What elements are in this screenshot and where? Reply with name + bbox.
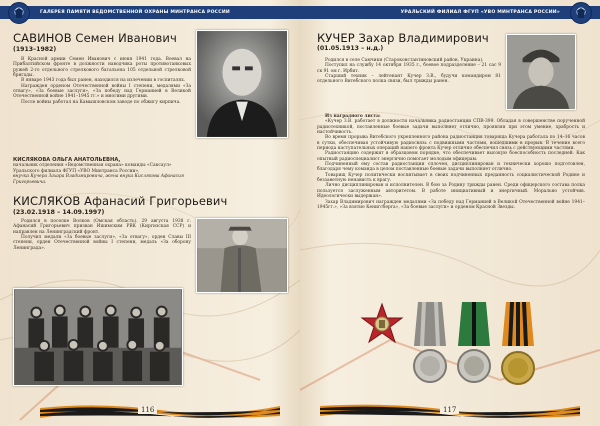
award-sheet-heading: Из наградного листа:	[325, 114, 381, 119]
savinov-bio	[13, 57, 191, 105]
kucher-bio-top	[317, 58, 501, 85]
right-page	[300, 0, 600, 426]
medals-row	[360, 300, 538, 400]
bio-paragraph: Родился в селе Самчики (Староконстантиновский район, Украина).	[325, 58, 484, 63]
group-photo	[13, 288, 183, 386]
header-title-left: ГАЛЕРЕЯ ПАМЯТИ ВЕДОМСТВЕННОЙ ОХРАНЫ МИНТРАНСА РОССИИ	[40, 10, 230, 15]
st-george-ribbon	[40, 400, 280, 422]
bio-paragraph: Радиостанцию содержит в образцовом порядке, что обеспечивает высокую боеспособность последней. Как опытный радиоспециалист энергично помогает молодым офицерам.	[317, 151, 585, 162]
bio-paragraph: «Кучер З.В. работает в должности начальника радиостанции СПВ-399. Обладая в совершенстве порученной радиотехникой, поставленные боевые задачи выполняет отлично, проявляя при этом умение, храбрость и настойчивость.	[317, 119, 585, 136]
bio-paragraph: Старший техник – лейтенант Кучер З.В., будучи командиром 81 отдельного Витебского полка связи, был трижды ранен.	[317, 74, 501, 85]
bio-paragraph: Во время прорыва Витебского укрепленного района радиостанция товарища Кучера работала по 14–16 часов в сутки, обеспечивая устойчивую радиосвязь с подвижными частями, вошедшими в прорыв. В течение всего периода наступательных операций нашего фронта Кучер отлично обеспечил связь с действующими частями.	[317, 135, 585, 152]
kislyakov-dates: (23.02.1918 – 14.09.1997)	[13, 209, 105, 216]
bio-paragraph: Товарищ Кучер политически воспитывает в своих подчиненных преданность социалистической Родине и беззаветную ненависть к врагу.	[317, 172, 585, 184]
bio-paragraph: Поступил на службу 14 октября 1935 г., боевое подразделение – 21 сас 9 ск 91 ом г. Ирбит.	[317, 63, 501, 74]
kislyakova-caption	[13, 158, 213, 185]
bio-paragraph: Захар Владимирович награжден медалями «За победу над Германией в Великой Отечественной войне 1941–1945гг.», «За взятие Кенигсберга», «За боевые заслуги» и орденом Красной Звезды.	[317, 199, 585, 210]
combat-merit-medal-icon	[410, 300, 450, 396]
caption-line: внучка Кучера Захара Владимировича, жена внука Кислякова Афанасия Григорьевича.	[13, 174, 184, 185]
kucher-award-sheet	[317, 114, 585, 210]
koenigsberg-medal-icon	[454, 300, 494, 396]
emblem-icon	[570, 2, 592, 24]
caption-line: начальник отделения «Ведомственная охрана» команды «Саксаул»	[13, 163, 172, 169]
bio-paragraph: В январе 1943 года был ранен, находился на излечении в госпиталях.	[21, 78, 186, 84]
savinov-dates: (1913–1982)	[13, 46, 57, 53]
kislyakov-name: КИСЛЯКОВ Афанасий Григорьевич	[13, 194, 228, 208]
page-number-right: 117	[440, 406, 459, 414]
kucher-photo	[506, 34, 576, 110]
page-header-bar	[0, 6, 300, 19]
emblem-icon	[8, 2, 30, 24]
page-header-bar	[300, 6, 600, 19]
caption-line: Уральского филиала ФГУП «УВО Минтранса России»,	[13, 168, 140, 174]
bio-paragraph: Родился в поселке Волков (Омская область). 29 августа 1938 г. Афанасий Григорьевич призван Ишимским РВК (Киргизская ССР) и направлен на Ленинградский фронт.	[13, 219, 191, 235]
bio-paragraph: Получил медали «За боевые заслуги», «За отвагу», орден Славы III степени, орден Отечественной войны I степени, медаль «За оборону Ленинграда».	[13, 235, 191, 251]
kucher-name: КУЧЕР Захар Владимирович	[317, 31, 489, 45]
savinov-photo	[196, 30, 288, 138]
bio-paragraph: Подчиненный ему состав радиостанции сплочен, дисциплинирован и технически хорошо подготовлен, благодаря чему команда в целом поставленные боевые задачи выполняет отлично.	[317, 162, 585, 173]
bio-paragraph: Награжден орденом Отечественной войны I степени, медалями «За отвагу», «За боевые заслуги», «За победу над Германией в Великой Отечественной войне 1941–1945 гг.» и многими другими.	[13, 83, 191, 100]
victory-medal-icon	[498, 300, 538, 400]
kislyakov-photo	[196, 218, 288, 293]
caption-title: КИСЛЯКОВА ОЛЬГА АНАТОЛЬЕВНА,	[13, 157, 121, 163]
bio-paragraph: Лично дисциплинирован и исполнителен. В бою за Родину трижды ранен. Среди офицерского состава полка пользуется заслуженным авторитетом. В работе инициативный и энергичный. Морально устойчив. Идеологически выдержан».	[317, 183, 585, 200]
kucher-dates: (01.05.1913 – н.д.)	[317, 45, 384, 52]
page-number-left: 116	[138, 406, 157, 414]
header-title-right: УРАЛЬСКИЙ ФИЛИАЛ ФГУП «УВО МИНТРАНСА РОССИИ»	[400, 10, 560, 15]
red-star-order-icon	[360, 300, 404, 358]
bio-paragraph: В Красной армии Семен Иванович с июня 1941 года. Воевал на Прибалтийском фронте в должности наводчика роты противотанковых ружей 2-го отдельного стрелкового батальона 105 отдельной стрелковой бригады.	[13, 57, 191, 79]
savinov-name: САВИНОВ Семен Иванович	[13, 31, 177, 45]
kislyakov-bio	[13, 219, 191, 251]
bio-paragraph: После войны работал на Камышловском заводе по обжигу кирпича.	[21, 99, 181, 105]
